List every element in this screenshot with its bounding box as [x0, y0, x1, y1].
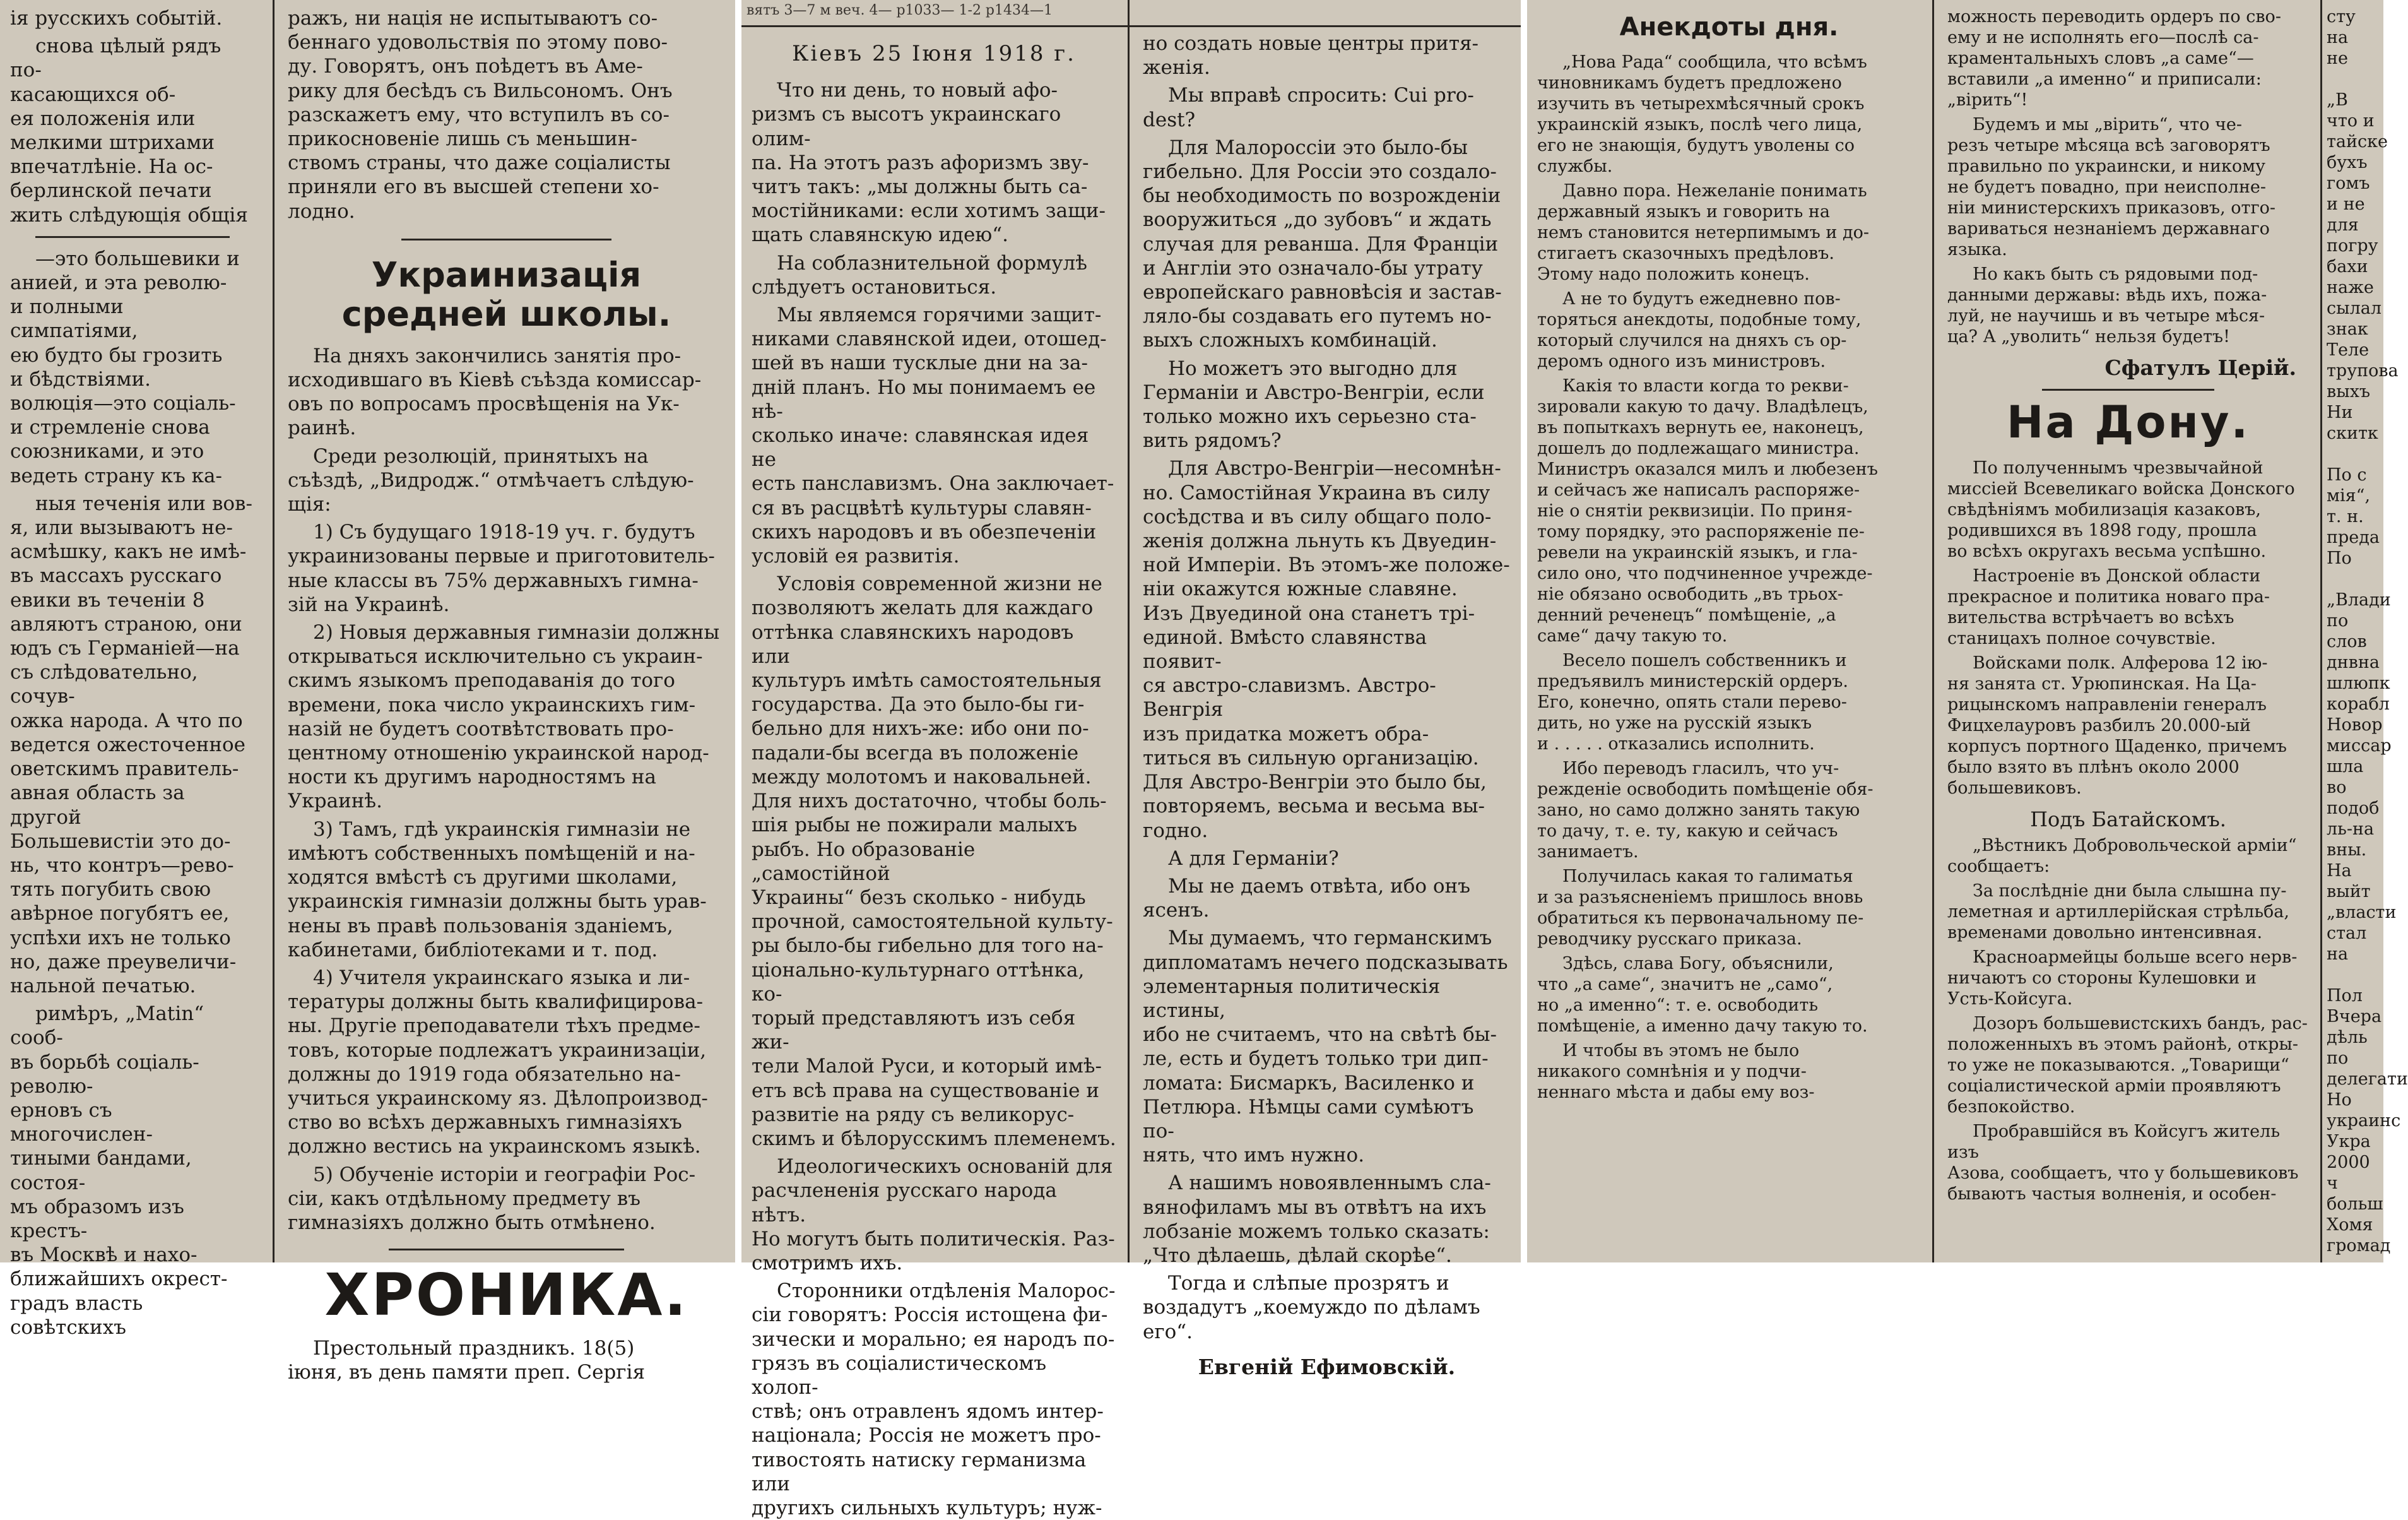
text-paragraph: Войсками полк. Алферова 12 ію- ня занята ст. Урюпинская. На Ца- рицынскомъ направленіи генералъ Фицхелауровъ разбилъ 20.000-ый корпусъ портного Щаденко, причемъ было взято въ плѣнъ около 2000 большевиковъ. [1947, 653, 2287, 799]
text-paragraph: Красноармейцы больше всего нерв- ничаютъ со стороны Кулешовки и Усть-Койсуга. [1947, 947, 2298, 1009]
text-paragraph: Для Малороссіи это было-бы гибельно. Для Россіи это создало- бы необходимость по возрожденіи вооружиться „до зубовъ“ и ждать случая для реванша. Для Франціи и Англіи это означало-бы утрату европейскаго равновѣсія и застав- ляло-бы создавать его путемъ но- выхъ сложныхъ комбинацій. [1143, 136, 1502, 352]
divider [389, 1249, 624, 1250]
text-paragraph: Весело пошелъ собственникъ и предъявилъ министерскій ордеръ. Его, конечно, опять стали перево- дить, но уже на русскій языкъ и . . . . . отказались исполнить. [1537, 651, 1848, 754]
text-paragraph: ныя теченія или вов- я, или вызываютъ не- асмѣшку, какъ не имѣ- въ массахъ русскаго евики въ теченіи 8 авляютъ страною, они юдъ съ Германіей—на съ слѣдовательно, сочув- ожка народа. А что по ведется ожесточенное оветскимъ правитель- авная область за другой Большевистіи это до- нь, что контръ—рево- тять погубить свою авѣрное погубятъ ее, успѣхи ихъ не только но, даже преувеличи- нальной печатью. [10, 492, 252, 997]
text-paragraph: Здѣсь, слава Богу, объяснили, что „а саме“, значитъ не „само“, но „а именно“: т. е. освободить помѣщеніе, а именно дачу такую то. [1537, 954, 1868, 1036]
article-title: Украинизація средней школы. [341, 254, 671, 334]
column-rule [1128, 0, 1130, 1262]
author-signature: Сфатулъ Церій. [2104, 355, 2296, 380]
text-paragraph: Будемъ и мы „вірить“, что че- резъ четыре мѣсяца всѣ заговорятъ правильно по украински, и никому не будетъ повадно, при неисполне- ніи министерскихъ приказовъ, отго- вариваться незнаніемъ державнаго языка. [1947, 115, 2275, 259]
text-paragraph: Но какъ быть съ рядовыми под- данными державы: вѣдь ихъ, пожа- луй, не научишь и въ четыре мѣся- ца? А „уволить“ нельзя будетъ! [1947, 264, 2267, 347]
top-strip: вятъ 3—7 м веч. 4— р1033— 1-2 р1434—1 [741, 0, 1521, 27]
section-subtitle: Подъ Батайскомъ. [2030, 807, 2226, 832]
p2-right-column [1133, 25, 1521, 1379]
dateline: Кіевъ 25 Іюня 1918 г. [792, 41, 1076, 66]
scan-panel-1 [0, 0, 735, 1384]
text-paragraph: ія русскихъ событій. [10, 7, 223, 30]
text-paragraph: А нашимъ новоявленнымъ сла- вянофиламъ мы въ отвѣтъ на ихъ лобзаніе можемъ только сказать: „Что дѣлаешь, дѣлай скорѣе“. [1143, 1172, 1491, 1267]
text-paragraph: —это большевики и анией, и эта револю- и полными симпатіями, ею будто бы грозить и бѣдствіями. волюція—это соціаль- и стремленіе снова союзниками, и это ведеть страну къ ка- [10, 247, 240, 487]
p3-left-column [1527, 0, 1931, 1262]
text-paragraph: ражъ, ни нація не испытываютъ со- беннаго удовольствія по этому пово- ду. Говорятъ, онъ поѣдетъ въ Аме- рику для бесѣдъ съ Вильсономъ. Онъ разскажетъ ему, что вступилъ въ со- прикосновеніе лишь съ меньшин- ствомъ страны, что даже соціалисты приняли его въ высшей степени хо- лодно. [288, 7, 673, 223]
column-rule [273, 0, 274, 1262]
divider [35, 236, 230, 238]
text-paragraph: А не то будутъ ежедневно пов- торяться анекдоты, подобные тому, который случился на дняхъ съ ор- деромъ одного изъ министровъ. [1537, 289, 1862, 371]
text-paragraph: Мы не даемъ отвѣта, ибо онъ ясенъ. [1143, 874, 1470, 922]
text-paragraph: можность переводить ордеръ по сво- ему и не исполнять его—послѣ са- краментальныхъ словъ „а саме“— вставили „а именно“ и приписали: „вірить“! [1947, 7, 2281, 110]
text-paragraph: но создать новые центры притя- женія. [1143, 32, 1479, 80]
text-paragraph: Дозоръ большевистскихъ бандъ, рас- положенныхъ въ этомъ районѣ, откры- то уже не показываются. „Товарищи“ соціалистической арміи проявляютъ безпокойство. [1947, 1014, 2308, 1117]
p2-left-column [741, 25, 1126, 1519]
text-paragraph: Настроеніе въ Донской области прекрасное и политика новаго пра- вительства встрѣчаетъ во всѣхъ станицахъ полное сочувствіе. [1947, 566, 2270, 649]
text-paragraph: римѣръ, „Matin“ сооб- въ борьбѣ соціаль-револю- ерновъ съ многочислен- тиными бандами, состоя- мъ образомъ изъ крестъ- въ Москвѣ и нахо- ближайшихъ окрест- градъ власть совѣтскихъ [10, 1002, 228, 1339]
text-paragraph: „Вѣстникъ Добровольческой арміи“ сообщаетъ: [1947, 836, 2297, 877]
scan-panel-3 [1527, 0, 2408, 1262]
text-paragraph: снова цѣлый рядъ по- касающихся об- ея положенія или мелкими штрихами впечатлѣніе. На ос- берлинской печати жить слѣдующія общія [10, 35, 248, 227]
text-paragraph: На соблазнительной формулѣ слѣдуетъ остановиться. [752, 251, 1087, 299]
p1-left-column [0, 0, 265, 1339]
author-signature: Евгеній Ефимовскій. [1198, 1354, 1456, 1379]
text-paragraph: А для Германіи? [1168, 846, 1339, 870]
text-paragraph: „Нова Рада“ сообщила, что всѣмъ чиновникамъ будетъ предложено изучить въ четырехмѣсячный срокъ украинскій языкъ, послѣ чего лица, его не знающія, будутъ уволены со службы. [1537, 52, 1867, 176]
text-paragraph: Престольный праздникъ. 18(5) іюня, въ день памяти преп. Сергія [288, 1337, 646, 1384]
column-rule [2320, 0, 2322, 1262]
divider [2042, 389, 2214, 391]
text-paragraph: Мы думаемъ, что германскимъ дипломатамъ нечего подсказывать элементарныя политическія истины, ибо не считаемъ, что на свѣтѣ бы- ле, есть и будетъ только три дип- ломата: Бисмаркъ, Василенко и Петлюра. Нѣмцы сами сумѣютъ по- нять, что имъ нужно. [1143, 927, 1508, 1167]
text-paragraph: 4) Учителя украинскаго языка и ли- тературы должны быть квалифицирова- ны. Другіе преподаватели тѣхъ предме- товъ, которые подлежатъ украинизаціи, должны до 1919 года обязательно на- учиться украинскому яз. Дѣлопроизвод- ство во всѣхъ державныхъ гимназіяхъ должно вестись на украинскомъ языкѣ. [288, 966, 708, 1158]
divider [401, 239, 611, 240]
text-paragraph: Получилась какая то галиматья и за разъясненіемъ пришлось вновь обратиться къ первоначальному пе- реводчику русскаго приказа. [1537, 867, 1864, 949]
text-paragraph: Тогда и слѣпые прозрятъ и воздадутъ „коемуждо по дѣламъ его“. [1143, 1272, 1480, 1343]
p1-right-column [278, 0, 735, 1384]
column-rule [1932, 0, 1934, 1262]
text-paragraph: Для Австро-Венгріи—несомнѣн- но. Самостійная Украина въ силу сосѣдства и въ силу общаго поло- женія должна льнуть къ Двуедин- ной Имперіи. Въ этомъ-же положе- ніи окажутся южные славяне. Изъ Двуединой она станетъ трі- единой. Вмѣсто славянства появит- ся австро-славизмъ. Австро-Венгрія изъ придатка можетъ обра- титься въ сильную организацію. Для Австро-Венгріи это было бы, повторяемъ, весьма и весьма вы- годно. [1143, 457, 1510, 842]
text-paragraph: Мы являемся горячими защит- никами славянской идеи, отошед- шей въ наши тусклые дни на за- дній планъ. Но мы понимаемъ ее нѣ- сколько иначе: славянская идея не есть панславизмъ. Она заключает- ся въ расцвѣтѣ культуры славян- скихъ народовъ и въ обезпеченіи условій ея развитія. [752, 304, 1114, 568]
article-title: Анекдоты дня. [1619, 13, 1839, 42]
text-paragraph: Пробравшійся въ Койсугъ житель изъ Азова, сообщаетъ, что у большевиковъ бываютъ частыя волненія, и особен- [1947, 1122, 2299, 1204]
don-title: На Дону. [2006, 396, 2250, 449]
text-paragraph: 3) Тамъ, гдѣ украинскія гимназіи не имѣютъ собственныхъ помѣщеній и на- ходятся вмѣстѣ съ другими школами, украинскія гимназіи должны быть урав- нены въ правѣ пользованія зданіемъ, кабинетами, библіотеками и т. под. [288, 817, 707, 961]
text-paragraph: На дняхъ закончились занятія про- исходившаго въ Кіевѣ съѣзда комиссар- овъ по вопросамъ просвѣщенія на Ук- раинѣ. [288, 344, 702, 440]
scan-panel-2 [741, 0, 1521, 1519]
text-paragraph: По полученнымъ чрезвычайной миссіей Всевеликаго войска Донского свѣдѣніямъ мобилизація казаковъ, родившихся въ 1898 году, прошла во всѣхъ округахъ весьма успѣшно. [1947, 458, 2295, 562]
chronicle-title: ХРОНИКА. [324, 1261, 688, 1329]
text-paragraph: сту на не „В что и тайске бухъ гомъ и не для погру бахи наже сылал знак Теле трупова выхъ Ни скитк По с мія“, т. н. преда По „Влади по слов днвна шлюпк корабл Новор миссар шла во подоб ль-на вны. На выйт „власти стал на Пол Вчера дѣль по делегати Но украинс Укра 2000 ч больш Хомя громад [2327, 7, 2408, 1256]
text-paragraph: И чтобы въ этомъ не было никакого сомнѣнія и у подчи- неннаго мѣста и дабы ему воз- [1537, 1041, 1815, 1102]
text-paragraph: Сторонники отдѣленія Малорос- сіи говорятъ: Россія истощена фи- зически и морально; ея народъ по- грязъ въ соціалистическомъ холоп- ствѣ; онъ отравленъ ядомъ интер- націонала; Россія не можетъ про- тивостоять натиску германизма или другихъ сильныхъ культуръ; нуж- [752, 1280, 1116, 1519]
p3-right-column [2324, 0, 2408, 1262]
text-paragraph: Среди резолюцій, принятыхъ на съѣздѣ, „Видродж.“ отмѣчаетъ слѣдую- щія: [288, 444, 694, 516]
text-paragraph: За послѣдніе дни была слышна пу- леметная и артиллерійская стрѣльба, временами довольно интенсивная. [1947, 881, 2289, 943]
p3-middle-column [1937, 0, 2319, 1262]
text-paragraph: Что ни день, то новый афо- ризмъ съ высотъ украинскаго олим- па. На этотъ разъ афоризмъ зву- читъ такъ: „мы должны быть са- мостійниками: если хотимъ защи- щать славянскую идею“. [752, 79, 1106, 247]
text-paragraph: Условія современной жизни не позволяютъ желать для каждаго оттѣнка славянскихъ народовъ или культуръ имѣть самостоятельныя государства. Да это было-бы ги- бельно для нихъ-же: ибо они по- падали-бы всегда въ положеніе между молотомъ и наковальней. Для нихъ достаточно, чтобы боль- шія рыбы не пожирали малыхъ рыбъ. Но образованіе „самостійной Украины“ безъ сколько - нибудь прочной, самостоятельной культу- ры было-бы гибельно для того на- ціонально-культурнаго оттѣнка, ко- торый представляютъ изъ себя жи- тели Малой Руси, и который имѣ- етъ всѣ права на существованіе и развитіе на ряду съ великорус- скимъ и бѣлорусскимъ племенемъ. [752, 573, 1116, 1150]
text-paragraph: Мы вправѣ спросить: Сui pro- dest? [1143, 84, 1474, 131]
text-paragraph: 5) Обученіе исторіи и географіи Рос- сіи, какъ отдѣльному предмету въ гимназіяхъ должно быть отмѣнено. [288, 1163, 696, 1234]
text-paragraph: 2) Новыя державныя гимназіи должны открываться исключительно съ украин- скимъ языкомъ преподаванія до того времени, пока число украинскихъ гим- назій не будетъ соотвѣтствовать про- центному отношенію украинской народ- ности къ другимъ народностямъ на Украинѣ. [288, 621, 720, 813]
text-paragraph: Какія то власти когда то рекви- зировали какую то дачу. Владѣлецъ, въ попыткахъ вернуть ее, наконецъ, дошелъ до подлежащаго министра. Министръ оказался милъ и любезенъ и сейчасъ же написалъ распоряже- ніе о снятіи реквизиціи. По приня- тому порядку, это распоряженіе пе- ревели на украинскій языкъ, и гла- сило оно, что подчиненное учрежде- ніе обязано освободить „въ трьох- денний реченецъ“ помѣщеніе, „а саме“ дачу такую то. [1537, 376, 1878, 646]
text-paragraph: Но можетъ это выгодно для Германіи и Австро-Венгріи, если только можно ихъ серьезно ста- вить рядомъ? [1143, 357, 1485, 453]
text-paragraph: Идеологическихъ основаній для расчлененія русскаго народа нѣтъ. Но могутъ быть политическія. Раз- смотримъ ихъ. [752, 1155, 1115, 1274]
text-paragraph: 1) Съ будущаго 1918-19 уч. г. будутъ украинизованы первые и приготовитель- ные классы въ 75% державныхъ гимна- зій на Украинѣ. [288, 521, 715, 616]
text-paragraph: Ибо переводъ гласилъ, что уч- режденіе освободить помѣщеніе обя- зано, но само должно занять такую то дачу, т. е. ту, какую и сейчасъ занимаетъ. [1537, 759, 1874, 862]
text-paragraph: Давно пора. Нежеланіе понимать державный языкъ и говорить на немъ становится нетерпимымъ и до- стигаетъ сказочныхъ предѣловъ. Этому надо положить конецъ. [1537, 181, 1870, 284]
